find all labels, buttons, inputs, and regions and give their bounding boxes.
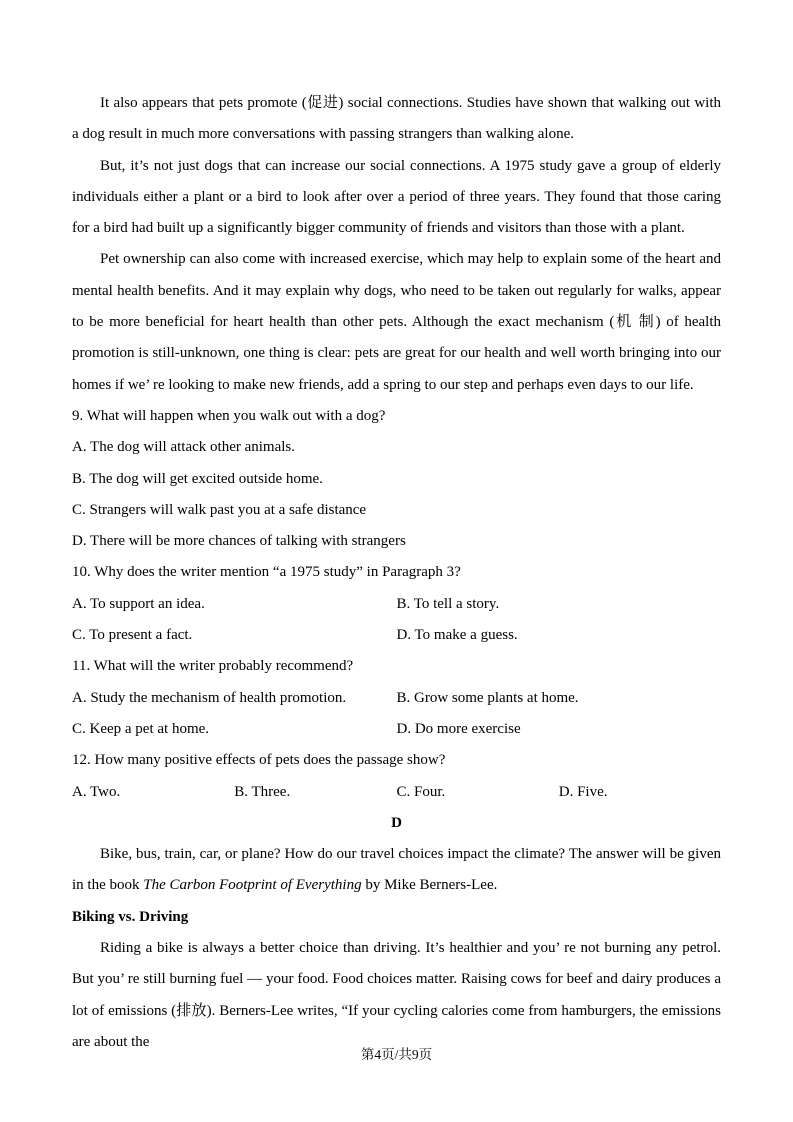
- question-12-option-d: D. Five.: [558, 783, 608, 800]
- question-10-option-b: B. To tell a story.: [396, 595, 500, 612]
- question-12-option-c: C. Four.: [396, 783, 446, 800]
- biking-vs-driving-heading: Biking vs. Driving: [72, 908, 189, 925]
- book-title: The Carbon Footprint of Everything: [143, 877, 362, 894]
- question-9-option-c: C. Strangers will walk past you at a safe distance: [72, 501, 367, 518]
- question-11-option-b: B. Grow some plants at home.: [396, 689, 579, 706]
- section-d-intro-before: Bike, bus, train, car, or plane? How do our travel choices impact the climate? The answer will be given in the book: [72, 846, 721, 894]
- section-d-paragraph-1: Riding a bike is always a better choice than driving. It’s healthier and you’ re not burning any petrol. But you’ re still burning fuel — your food. Food choices matter. Raising cows for beef and dairy produces a lot of emissions (排放). Berners-Lee writes, “If your cycling calories come from hamburgers, the emissions are about the: [72, 940, 721, 1050]
- question-9-option-a: A. The dog will attack other animals.: [72, 439, 296, 456]
- question-11-option-d: D. Do more exercise: [396, 720, 521, 737]
- question-12-option-b: B. Three.: [234, 783, 291, 800]
- question-11-options-row-1: [72, 683, 721, 714]
- passage-c-paragraph-3: Pet ownership can also come with increased exercise, which may help to explain some of the heart and mental health benefits. And it may explain why dogs, who need to be taken out regularly for walks, appear to be more beneficial for heart health than other pets. Although the exact mechanism (机 制) of health promotion is still-unknown, one thing is clear: pets are great for our health and well worth bringing into our homes if we’ re looking to make new friends, add a spring to our step and perhaps even days to our life.: [72, 251, 721, 393]
- question-11-option-c: C. Keep a pet at home.: [72, 720, 210, 737]
- question-10-option-c: C. To present a fact.: [72, 627, 193, 644]
- passage-c-paragraph-1: It also appears that pets promote (促进) social connections. Studies have shown that walking out with a dog result in much more conversations with passing strangers than walking alone.: [72, 95, 721, 143]
- question-11-options-row-2: [72, 714, 721, 745]
- question-12-option-a: A. Two.: [72, 783, 121, 800]
- question-10-option-a: A. To support an idea.: [72, 595, 205, 612]
- section-d-intro-paragraph: [72, 839, 721, 902]
- question-10-options-row-2: [72, 620, 721, 651]
- question-10-text: 10. Why does the writer mention “a 1975 study” in Paragraph 3?: [72, 564, 461, 581]
- question-10-options-row-1: [72, 589, 721, 620]
- section-d-heading: D: [391, 814, 402, 831]
- section-d-intro-after: by Mike Berners-Lee.: [361, 877, 498, 894]
- question-9-text: 9. What will happen when you walk out with a dog?: [72, 407, 386, 424]
- passage-c-paragraph-2: But, it’s not just dogs that can increase our social connections. A 1975 study gave a group of elderly individuals either a plant or a bird to look after over a period of three years. They found that those caring for a bird had built up a significantly bigger community of friends and visitors than those with a plant.: [72, 157, 721, 237]
- question-12-text: 12. How many positive effects of pets does the passage show?: [72, 752, 446, 769]
- question-11-option-a: A. Study the mechanism of health promotion.: [72, 689, 347, 706]
- question-9: [72, 401, 721, 557]
- question-12: [72, 745, 721, 808]
- question-12-options-row: [72, 777, 721, 808]
- question-10: [72, 557, 721, 651]
- page-footer: 第4页/共9页: [360, 1047, 433, 1062]
- question-9-option-b: B. The dog will get excited outside home.: [72, 470, 323, 487]
- question-10-option-d: D. To make a guess.: [396, 627, 518, 644]
- question-9-option-d: D. There will be more chances of talking with strangers: [72, 533, 406, 550]
- question-11: [72, 651, 721, 745]
- question-11-text: 11. What will the writer probably recommend?: [72, 658, 354, 675]
